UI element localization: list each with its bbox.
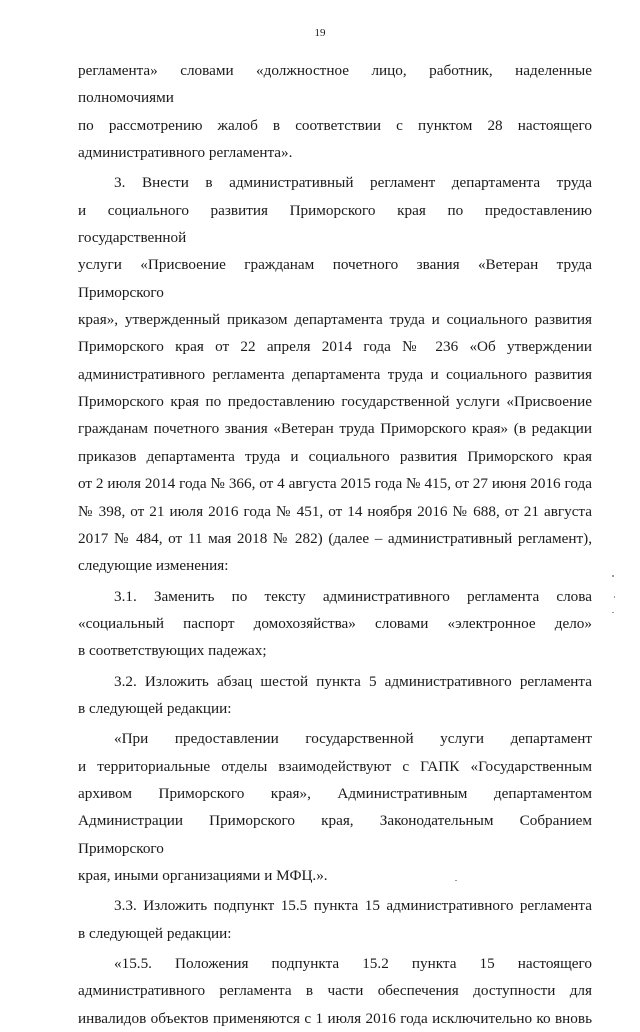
paragraph-line: края», утвержденный приказом департамента труда и социального развития: [78, 311, 592, 329]
paragraph-line: 3.2. Изложить абзац шестой пункта 5 административного регламента: [114, 672, 592, 690]
paragraph-line: от 2 июля 2014 года № 366, от 4 августа 2015 года № 415, от 27 июня 2016 года: [78, 475, 592, 493]
scan-speck: [612, 575, 614, 577]
paragraph-line: и территориальные отделы взаимодействуют с ГАПК «Государственным: [78, 757, 592, 775]
paragraph-line: регламента» словами «должностное лицо, работник, наделенные полномочиями: [78, 62, 592, 107]
paragraph-line: в следующей редакции:: [78, 924, 232, 942]
paragraph-line: и социального развития Приморского края по предоставлению государственной: [78, 201, 592, 247]
paragraph-line: услуги «Присвоение гражданам почетного звания «Ветеран труда Приморского: [78, 256, 592, 301]
paragraph-line: по рассмотрению жалоб в соответствии с пунктом 28 настоящего: [78, 116, 592, 134]
page-number: 19: [314, 27, 326, 39]
paragraph-line: приказов департамента труда и социального развития Приморского края: [78, 447, 592, 465]
paragraph-line: административного регламента департамента труда и социального развития: [78, 365, 592, 383]
paragraph-line: «При предоставлении государственной услуги департамент: [114, 730, 592, 748]
scan-speck: [455, 880, 457, 881]
paragraph-line: административного регламента в части обеспечения доступности для: [78, 982, 592, 1000]
paragraph-line: 2017 № 484, от 11 мая 2018 № 282) (далее – административный регламент),: [78, 529, 592, 547]
paragraph-line: архивом Приморского края», Административным департаментом: [78, 784, 592, 802]
paragraph-line: гражданам почетного звания «Ветеран труда Приморского края» (в редакции: [78, 420, 592, 438]
paragraph-line: края, иными организациями и МФЦ.».: [78, 866, 328, 884]
paragraph-line: № 398, от 21 июля 2016 года № 451, от 14 ноября 2016 № 688, от 21 августа: [78, 502, 592, 520]
paragraph-line: инвалидов объектов применяются с 1 июля 2016 года исключительно ко вновь: [78, 1009, 592, 1027]
paragraph-line: 3. Внести в административный регламент департамента труда: [114, 174, 592, 192]
paragraph-line: «социальный паспорт домохозяйства» словами «электронное дело»: [78, 614, 592, 632]
paragraph-line: административного регламента».: [78, 144, 293, 162]
paragraph-line: следующие изменения:: [78, 557, 229, 575]
scan-speck: [612, 612, 614, 613]
paragraph-line: Приморского края от 22 апреля 2014 года № 236 «Об утверждении: [78, 338, 592, 356]
paragraph-line: Администрации Приморского края, Законодательным Собранием Приморского: [78, 812, 592, 857]
paragraph-line: 3.1. Заменить по тексту административного регламента слова: [114, 587, 592, 605]
paragraph-line: Приморского края по предоставлению государственной услуги «Присвоение: [78, 393, 592, 411]
paragraph-line: в соответствующих падежах;: [78, 642, 267, 660]
paragraph-line: в следующей редакции:: [78, 699, 232, 717]
paragraph-line: «15.5. Положения подпункта 15.2 пункта 15 настоящего: [114, 955, 592, 972]
paragraph-line: 3.3. Изложить подпункт 15.5 пункта 15 административного регламента: [114, 897, 592, 915]
document-body: [78, 57, 592, 1032]
scan-speck: [614, 596, 615, 598]
